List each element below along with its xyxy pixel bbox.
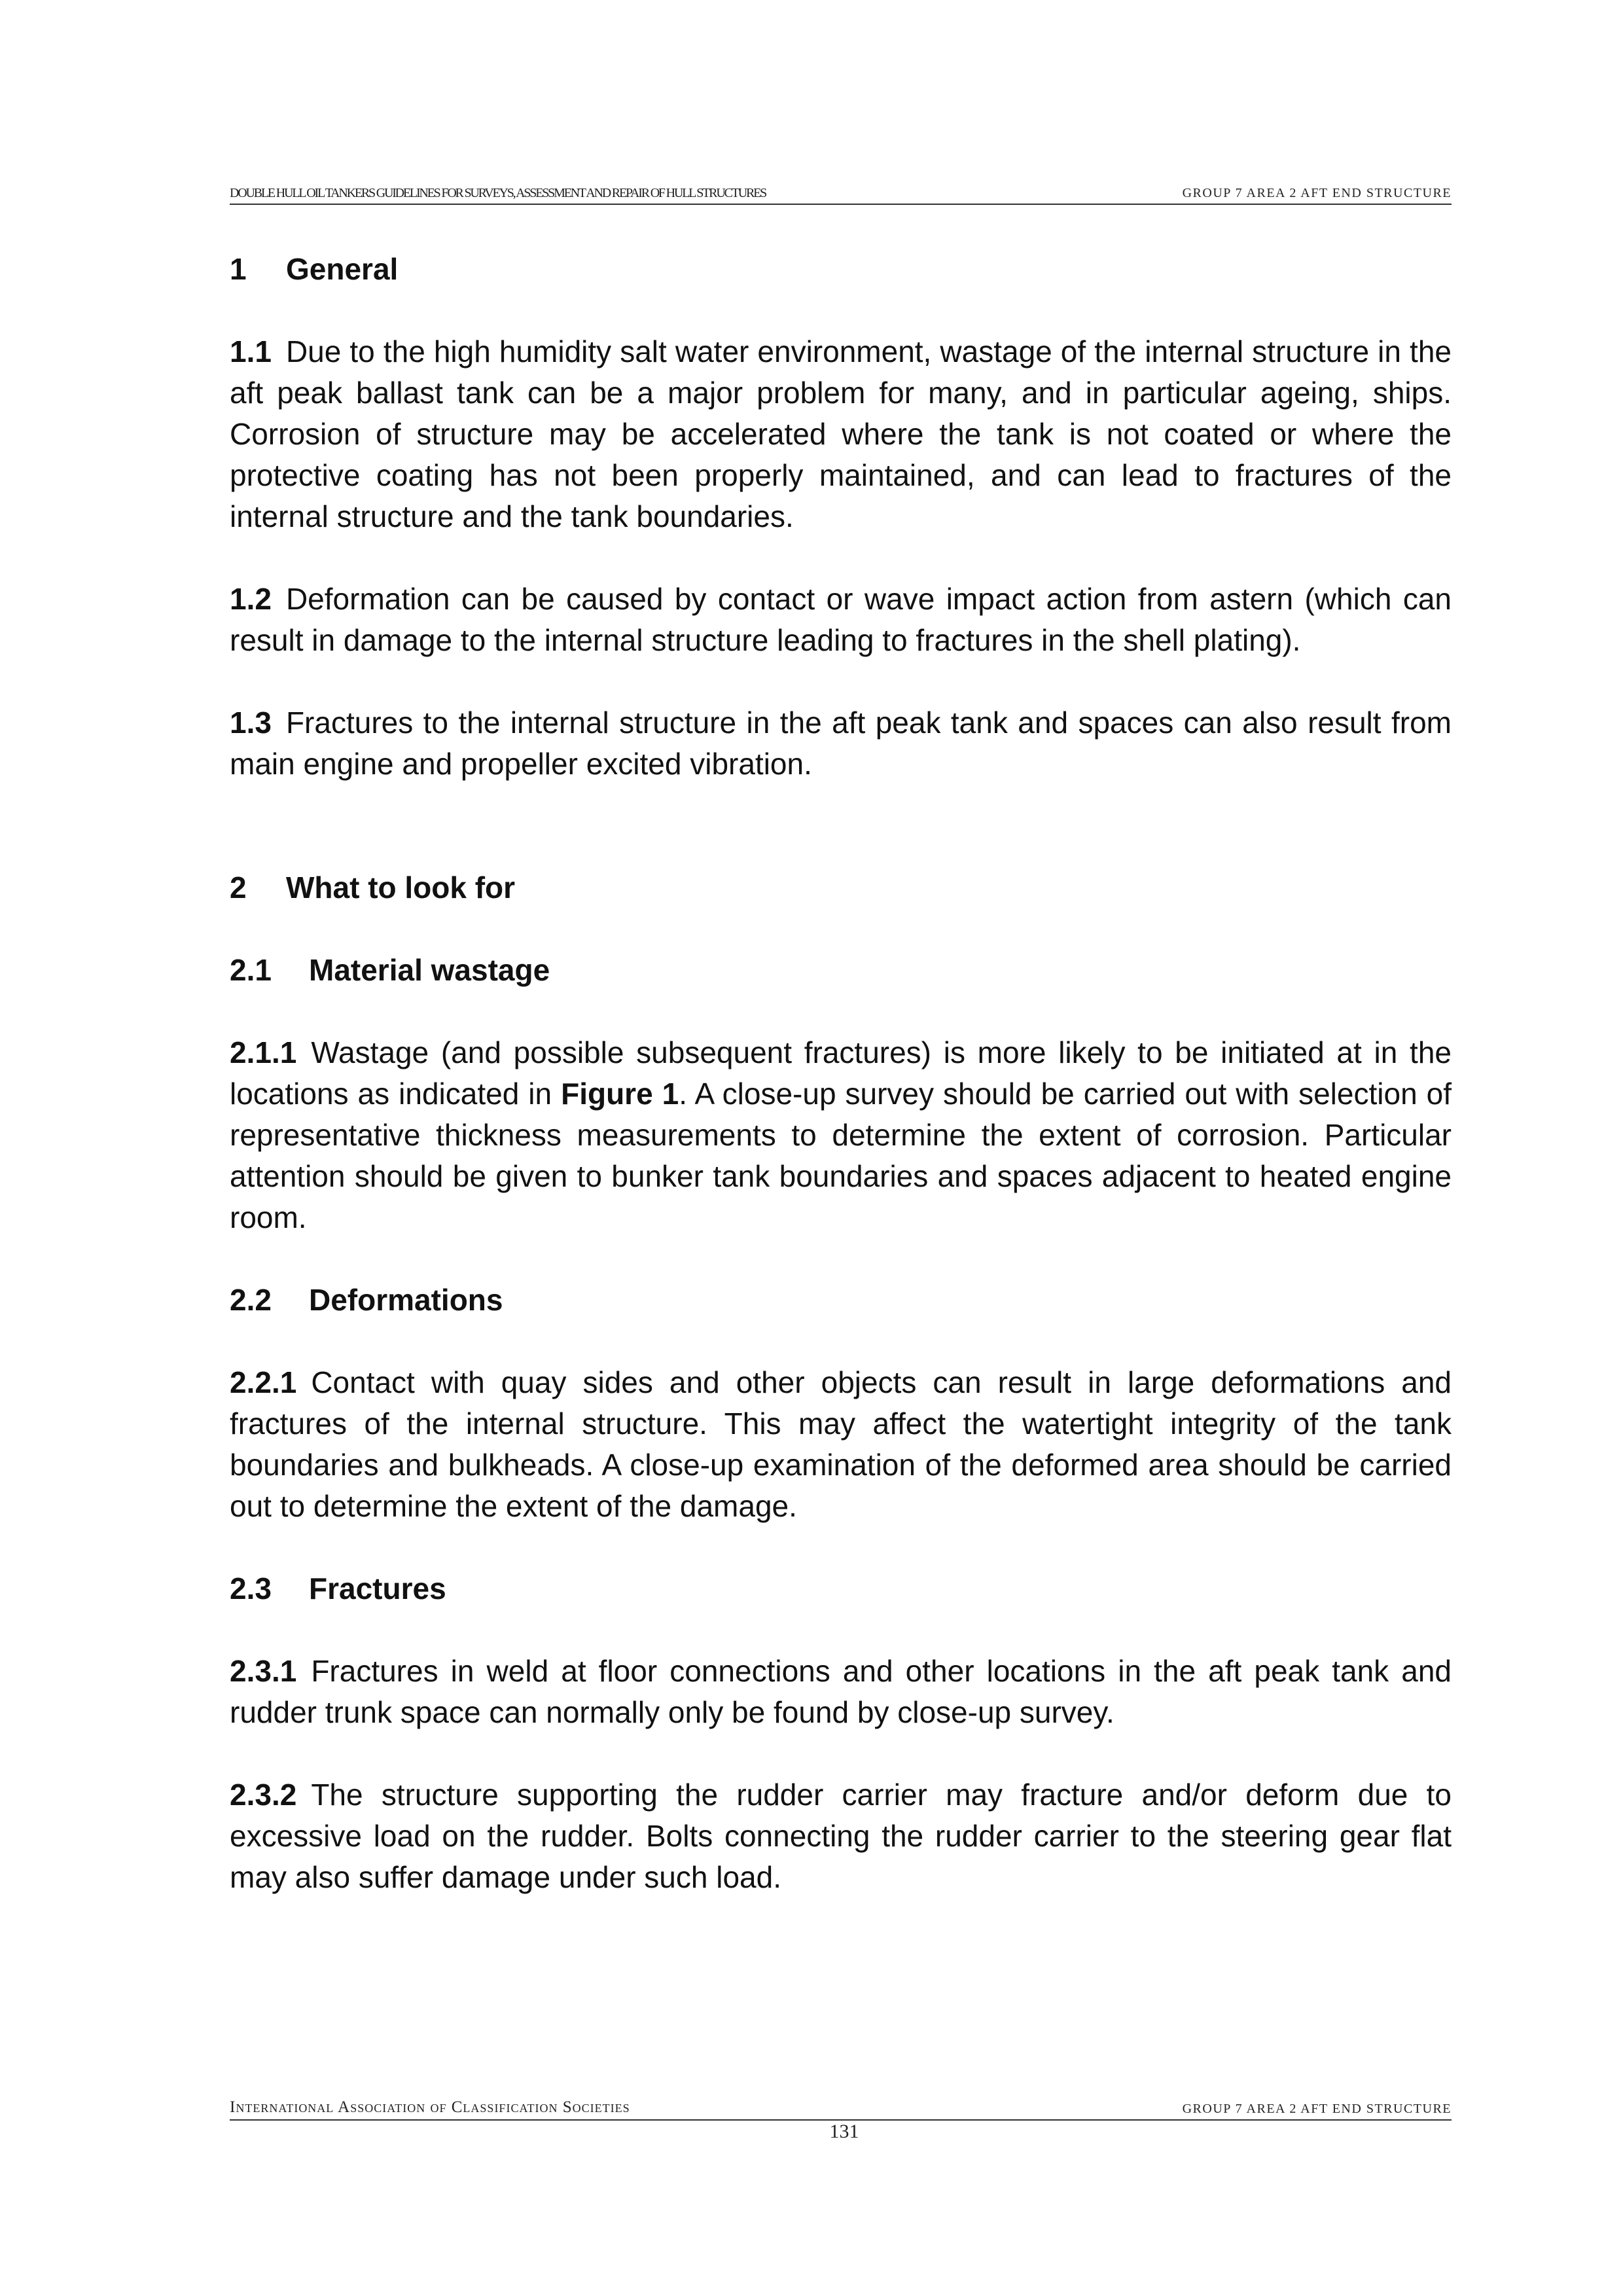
section-title: Deformations xyxy=(309,1283,503,1317)
paragraph-number: 1.3 xyxy=(230,706,272,740)
paragraph-text: Wastage (and possible subsequent fractures) is more likely to be initiated at in the locations as indicated in xyxy=(230,1035,1452,1111)
paragraph-1-2 xyxy=(230,579,1452,661)
section-number: 1 xyxy=(230,252,247,286)
paragraph-text: Contact with quay sides and other objects can result in large deformations and fractures of the internal structure. This may affect the watertight integrity of the tank boundaries and bulkheads. A close-up examination of the deformed area should be carried out to determine the extent of the damage. xyxy=(230,1365,1452,1523)
section-title: Material wastage xyxy=(309,953,550,987)
header-document-title: DOUBLE HULL OIL TANKERS GUIDELINES FOR SURVEYS, ASSESSMENT AND REPAIR OF HULL STRUCTURES xyxy=(230,186,766,200)
figure-reference: Figure 1 xyxy=(561,1077,679,1111)
page-footer xyxy=(230,2100,1452,2121)
paragraph-number: 2.2.1 xyxy=(230,1365,297,1399)
page-header xyxy=(230,185,1452,205)
paragraph-text: Fractures in weld at floor connections and other locations in the aft peak tank and rudder trunk space can normally only be found by close-up survey. xyxy=(230,1654,1452,1729)
paragraph-number: 1.1 xyxy=(230,334,272,368)
section-title: Fractures xyxy=(309,1571,446,1605)
paragraph-text: Due to the high humidity salt water environment, wastage of the internal structure in the aft peak ballast tank can be a major problem for many, and in particular ageing, ships. Corrosion of structure may be accelerated where the tank is not coated or where the protective coating has not been properly maintained, and can lead to fractures of the internal structure and the tank boundaries. xyxy=(230,334,1452,533)
paragraph-2-2-1 xyxy=(230,1362,1452,1527)
section-title: What to look for xyxy=(286,870,516,905)
section-heading-deformations xyxy=(230,1280,1452,1321)
paragraph-1-3 xyxy=(230,702,1452,785)
section-heading-general xyxy=(230,249,1452,290)
section-heading-fractures xyxy=(230,1568,1452,1609)
section-number: 2 xyxy=(230,870,247,905)
section-heading-what-to-look-for xyxy=(230,867,1452,908)
page-number: 131 xyxy=(829,2121,859,2142)
paragraph-number: 2.3.2 xyxy=(230,1778,297,1812)
footer-organization: International Association of Classification Societies xyxy=(230,2098,630,2116)
paragraph-2-3-1 xyxy=(230,1651,1452,1733)
page-body xyxy=(230,249,1452,1898)
section-number: 2.1 xyxy=(230,953,272,987)
paragraph-text: Deformation can be caused by contact or wave impact action from astern (which can result in damage to the internal structure leading to fractures in the shell plating). xyxy=(230,582,1452,657)
paragraph-text: The structure supporting the rudder carrier may fracture and/or deform due to excessive load on the rudder. Bolts connecting the rudder carrier to the steering gear flat may also suffer damage under such load. xyxy=(230,1778,1452,1894)
paragraph-text: Fractures to the internal structure in the aft peak tank and spaces can also result from main engine and propeller excited vibration. xyxy=(230,706,1452,781)
paragraph-1-1 xyxy=(230,331,1452,537)
paragraph-number: 2.1.1 xyxy=(230,1035,297,1069)
paragraph-2-1-1 xyxy=(230,1032,1452,1238)
section-number: 2.3 xyxy=(230,1571,272,1605)
header-section-title: GROUP 7 AREA 2 AFT END STRUCTURE xyxy=(1182,186,1452,200)
paragraph-number: 1.2 xyxy=(230,582,272,616)
paragraph-number: 2.3.1 xyxy=(230,1654,297,1688)
section-number: 2.2 xyxy=(230,1283,272,1317)
section-title: General xyxy=(286,252,399,286)
footer-section-title: GROUP 7 AREA 2 AFT END STRUCTURE xyxy=(1182,2102,1452,2116)
paragraph-text-continued: . A close-up survey should be carried out with selection of representative thickness measurements to determine the extent of corrosion. Particular attention should be given to bunker tank boundaries and spaces adjacent to heated engine room. xyxy=(230,1077,1452,1234)
paragraph-2-3-2 xyxy=(230,1774,1452,1898)
section-heading-material-wastage xyxy=(230,950,1452,991)
